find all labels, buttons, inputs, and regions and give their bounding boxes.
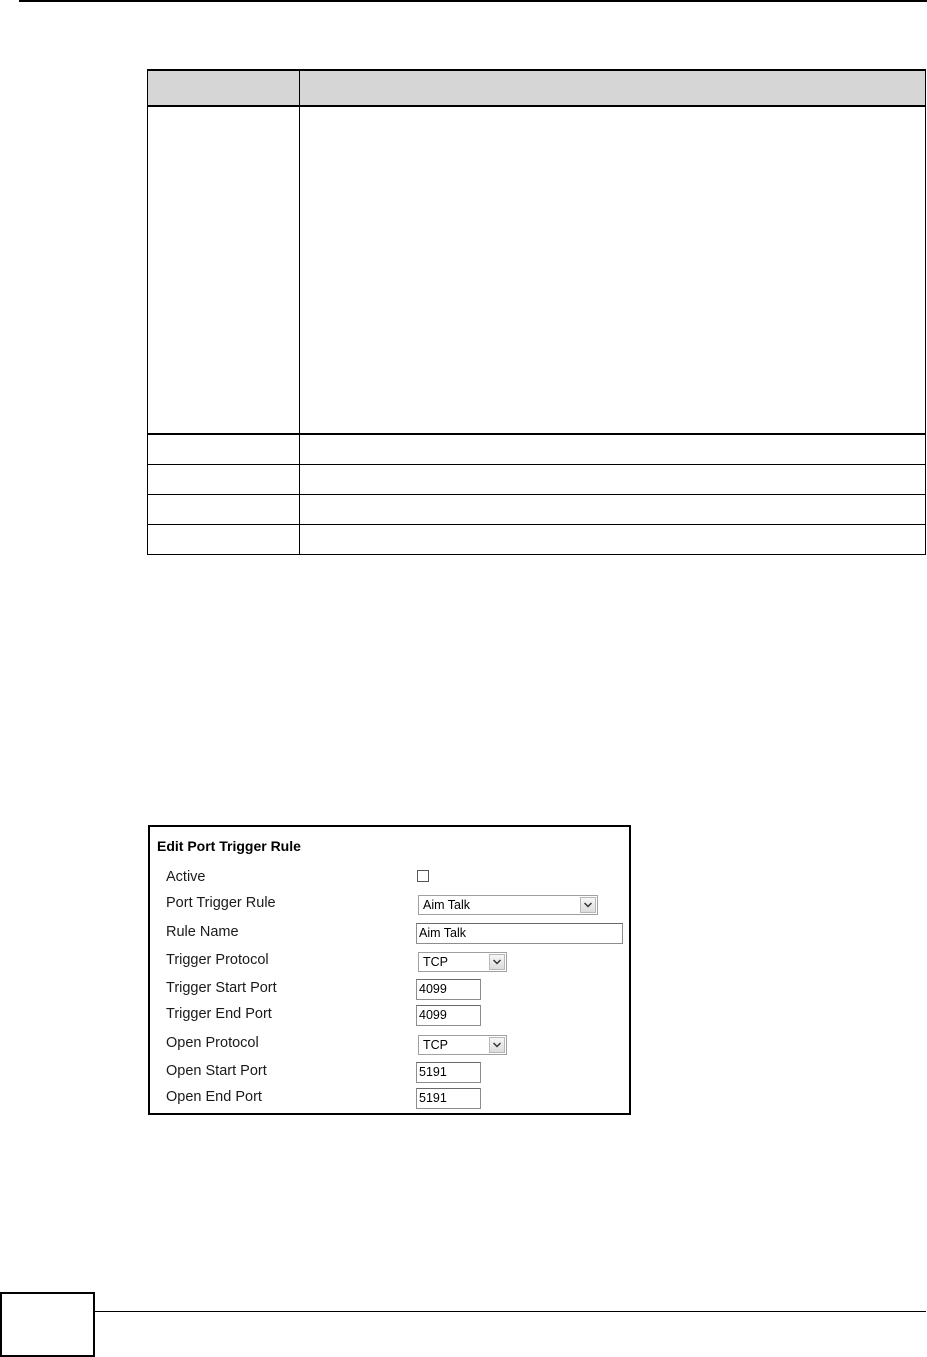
trigger-protocol-select[interactable]: [418, 952, 507, 972]
table-row: [148, 525, 926, 555]
open-protocol-value: TCP: [423, 1038, 448, 1052]
open-end-port-value: 5191: [419, 1091, 447, 1105]
trigger-end-port-input[interactable]: [416, 1005, 481, 1026]
table-cell-label: [148, 465, 300, 495]
open-end-port-label: Open End Port: [166, 1089, 262, 1105]
description-table: [147, 69, 926, 555]
trigger-protocol-label: Trigger Protocol: [166, 952, 269, 968]
table-row: [148, 434, 926, 465]
open-start-port-value: 5191: [419, 1065, 447, 1079]
table-header-description: [300, 70, 926, 106]
open-end-port-input[interactable]: [416, 1088, 481, 1109]
table-cell-label: [148, 495, 300, 525]
table-cell-description: [300, 525, 926, 555]
page-number-box: [0, 1292, 95, 1357]
table-cell-label: [148, 434, 300, 465]
rule-name-input[interactable]: [416, 923, 623, 944]
trigger-end-port-value: 4099: [419, 1008, 447, 1022]
trigger-start-port-value: 4099: [419, 982, 447, 996]
footer-rule: [93, 1311, 926, 1312]
open-protocol-select[interactable]: [418, 1035, 507, 1055]
active-label: Active: [166, 869, 206, 885]
chevron-down-icon[interactable]: [580, 897, 596, 913]
rule-name-label: Rule Name: [166, 924, 239, 940]
header-rule: [19, 0, 927, 2]
edit-port-trigger-rule-panel: [148, 825, 631, 1115]
table-row: [148, 106, 926, 434]
table-cell-label: [148, 106, 300, 434]
open-start-port-label: Open Start Port: [166, 1063, 267, 1079]
table-cell-description: [300, 465, 926, 495]
trigger-start-port-label: Trigger Start Port: [166, 980, 277, 996]
rule-name-value: Aim Talk: [419, 926, 467, 940]
table-cell-description: [300, 434, 926, 465]
port-trigger-rule-select[interactable]: [418, 895, 598, 915]
table-header-row: [148, 70, 926, 106]
chevron-down-icon[interactable]: [489, 1037, 505, 1053]
table-header-label: [148, 70, 300, 106]
trigger-end-port-label: Trigger End Port: [166, 1006, 272, 1022]
table-cell-label: [148, 525, 300, 555]
table-cell-description: [300, 106, 926, 434]
panel-title: Edit Port Trigger Rule: [157, 838, 301, 854]
table-row: [148, 465, 926, 495]
port-trigger-rule-value: Aim Talk: [423, 898, 471, 912]
chevron-down-icon[interactable]: [489, 954, 505, 970]
table-row: [148, 495, 926, 525]
open-start-port-input[interactable]: [416, 1062, 481, 1083]
trigger-protocol-value: TCP: [423, 955, 448, 969]
table-cell-description: [300, 495, 926, 525]
active-checkbox[interactable]: [417, 870, 429, 882]
port-trigger-rule-label: Port Trigger Rule: [166, 895, 276, 911]
open-protocol-label: Open Protocol: [166, 1035, 259, 1051]
trigger-start-port-input[interactable]: [416, 979, 481, 1000]
